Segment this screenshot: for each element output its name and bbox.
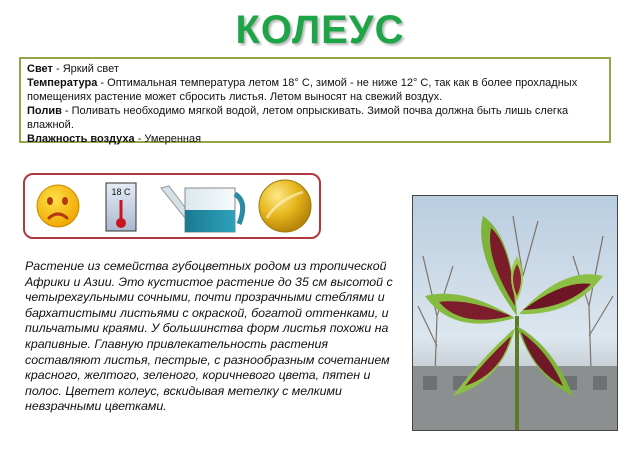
care-light <box>27 62 603 76</box>
care-light-text: - Яркий свет <box>52 63 119 75</box>
care-watering-text: - Поливать необходимо мягкой водой, летом опрыскивать. Зимой почва должна быть лишь слегка влажной. <box>27 105 569 131</box>
water-drop-icon <box>257 178 313 234</box>
description-text: Растение из семейства губоцветных родом из тропической Африки и Азии. Это кустистое растение до 35 см высотой с четырехгульными сочными, почти прозрачными стеблями и бархатистыми листьями с окраской, богатой оттенками, и пильчатыми краями. У большинства форм листья похожи на крапивные. Главную привлекательность растения составляют листья, пестрые, с разнообразным сочетанием красного, желтого, зеленого, коричневого цвета, пятен и полос. Цветет колеус, вскидывая метелку с мелкими невзрачными цветками. <box>25 259 393 414</box>
care-humidity <box>27 132 603 146</box>
sad-sun-icon <box>33 183 83 229</box>
care-watering <box>27 104 603 132</box>
care-icons-bar <box>23 173 321 239</box>
care-watering-label: Полив <box>27 105 62 117</box>
care-humidity-label: Влажность воздуха <box>27 133 135 145</box>
plant-description <box>25 259 403 415</box>
coleus-photo <box>412 195 618 431</box>
care-temperature-text: - Оптимальная температура летом 18° С, зимой - не ниже 12° С, так как в более прохладных помещениях растение может сбросить листья. Летом выносят на свежий воздух. <box>27 77 578 103</box>
thermometer-icon <box>105 182 137 232</box>
care-temperature <box>27 76 603 104</box>
page-title: КОЛЕУС <box>235 8 405 52</box>
care-temperature-label: Температура <box>27 77 98 89</box>
care-humidity-text: - Умеренная <box>134 133 202 145</box>
coleus-plant-image <box>413 196 618 431</box>
care-info-box <box>19 57 611 143</box>
thermometer-label: 18 С <box>111 187 131 197</box>
watering-can-icon <box>159 180 249 234</box>
care-light-label: Свет <box>27 63 53 75</box>
